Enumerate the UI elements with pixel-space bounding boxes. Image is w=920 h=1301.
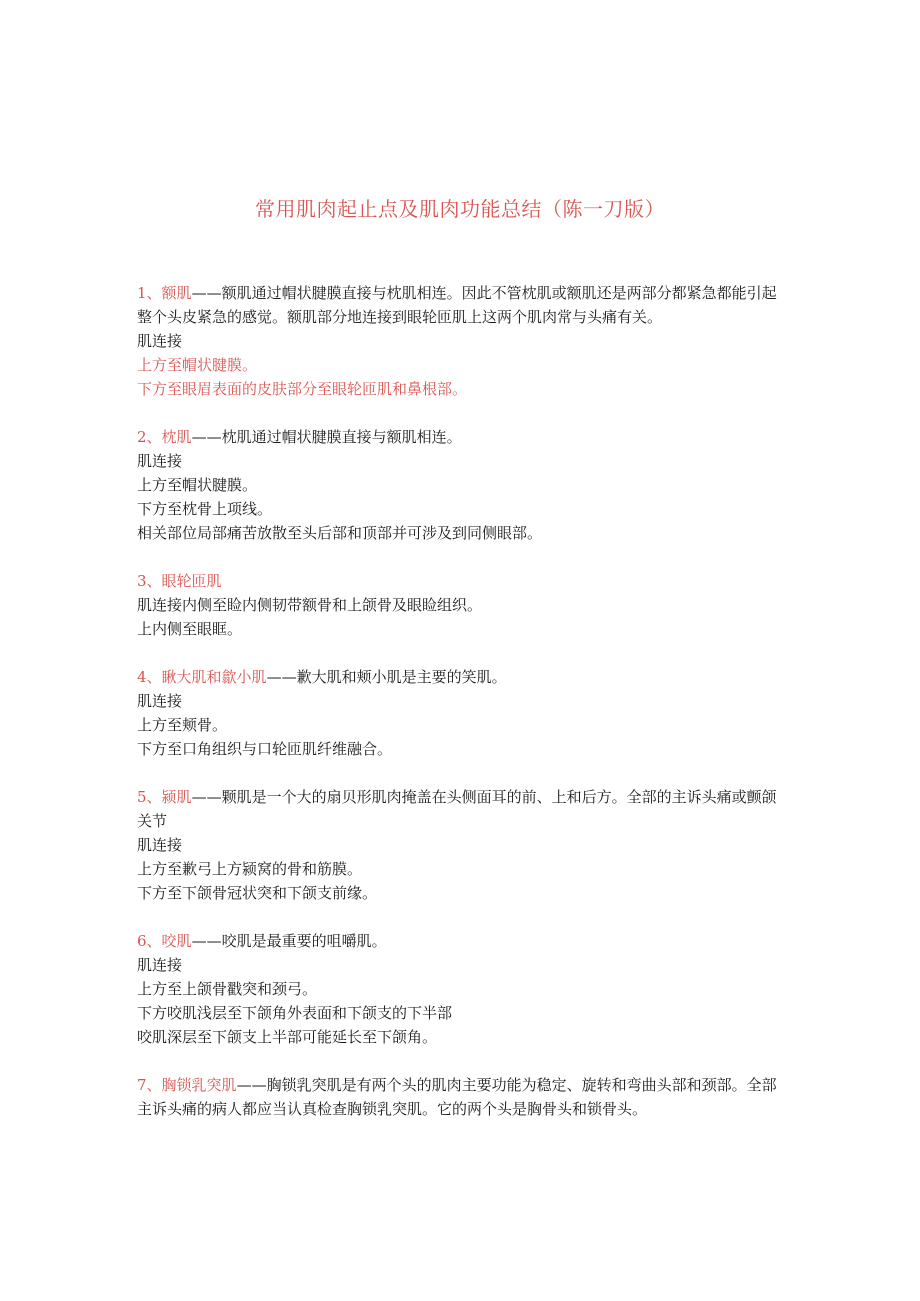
document-body [137,281,787,1145]
section-line: 肌连接 [137,692,183,710]
section-line: 上内侧至眼眶。 [137,620,243,638]
section-dash: —— [191,284,222,302]
section-number: 2、 [137,428,162,446]
section-line: 肌连接内侧至睑内侧韧带额骨和上颌骨及眼睑组织。 [137,596,483,614]
section-line: 上方至上颌骨戳突和颈弓。 [137,980,318,998]
section-line: 上方至颊骨。 [137,716,228,734]
section-dash: —— [191,932,222,950]
section-line: 肌连接 [137,452,183,470]
section-line: 肌连接 [137,956,183,974]
section-number: 4、 [137,668,162,686]
section-line: 上方至歉弓上方颍窝的骨和筋膜。 [137,860,363,878]
section-line: 下方至枕骨上项线。 [137,500,273,518]
muscle-name: 胸锁乳突肌 [161,1076,237,1094]
muscle-section [137,281,787,401]
section-line: 肌连接 [137,836,183,854]
section-line: 相关部位局部痛苦放散至头后部和顶部并可涉及到同侧眼部。 [137,524,543,542]
muscle-description: 胸锁乳突肌是有两个头的肌肉主要功能为稳定、旋转和弯曲头部和颈部。全部主诉头痛的病人都应当认真检查胸锁乳突肌。它的两个头是胸骨头和锁骨头。 [137,1076,777,1118]
section-line: 下方至口角组织与口轮匝肌纤维融合。 [137,740,393,758]
muscle-section [137,785,787,905]
muscle-section [137,425,787,545]
muscle-description: 枕肌通过帽状腱膜直接与额肌相连。 [221,428,462,446]
muscle-section [137,929,787,1049]
muscle-name: 额肌 [161,284,192,302]
muscle-description: 咬肌是最重要的咀嚼肌。 [221,932,387,950]
section-dash: —— [191,788,222,806]
muscle-section [137,665,787,761]
section-dash: —— [236,1076,267,1094]
section-dash: —— [266,668,297,686]
section-heading [137,425,787,449]
section-heading [137,1073,787,1121]
section-heading [137,569,787,593]
section-line: 咬肌深层至下颌支上半部可能延长至下颌角。 [137,1028,438,1046]
section-line: 上方至帽状腱膜。 [137,476,258,494]
muscle-description: 额肌通过帽状腱膜直接与枕肌相连。因此不管枕肌或额肌还是两部分都紧急都能引起整个头皮紧急的感觉。额肌部分地连接到眼轮匝肌上这两个肌肉常与头痛有关。 [137,284,777,326]
section-line: 下方至眼眉表面的皮肤部分至眼轮匝肌和鼻根部。 [137,380,468,398]
section-dash: —— [191,428,222,446]
page-title: 常用肌肉起止点及肌肉功能总结（陈一刀版） [255,197,665,221]
muscle-description: 颗肌是一个大的扇贝形肌肉掩盖在头侧面耳的前、上和后方。全部的主诉头痛或颤颌关节 [137,788,777,830]
section-line: 上方至帽状腱膜。 [137,356,258,374]
muscle-name: 咬肌 [161,932,192,950]
muscle-name: 眼轮匝肌 [161,572,222,590]
section-number: 6、 [137,932,162,950]
section-line: 下方咬肌浅层至下颌角外表面和下颌支的下半部 [137,1004,453,1022]
section-number: 5、 [137,788,162,806]
muscle-name: 枕肌 [161,428,192,446]
section-heading [137,665,787,689]
section-heading [137,281,787,329]
section-number: 1、 [137,284,162,302]
section-number: 7、 [137,1076,162,1094]
section-heading [137,785,787,833]
muscle-section [137,1073,787,1121]
section-heading [137,929,787,953]
muscle-name: 瞅大肌和歙小肌 [161,668,267,686]
muscle-name: 颍肌 [161,788,192,806]
section-number: 3、 [137,572,162,590]
muscle-description: 歉大肌和颊小肌是主要的笑肌。 [296,668,507,686]
muscle-section [137,569,787,641]
section-line: 肌连接 [137,332,183,350]
section-line: 下方至下颌骨冠状突和下颌支前缘。 [137,884,378,902]
